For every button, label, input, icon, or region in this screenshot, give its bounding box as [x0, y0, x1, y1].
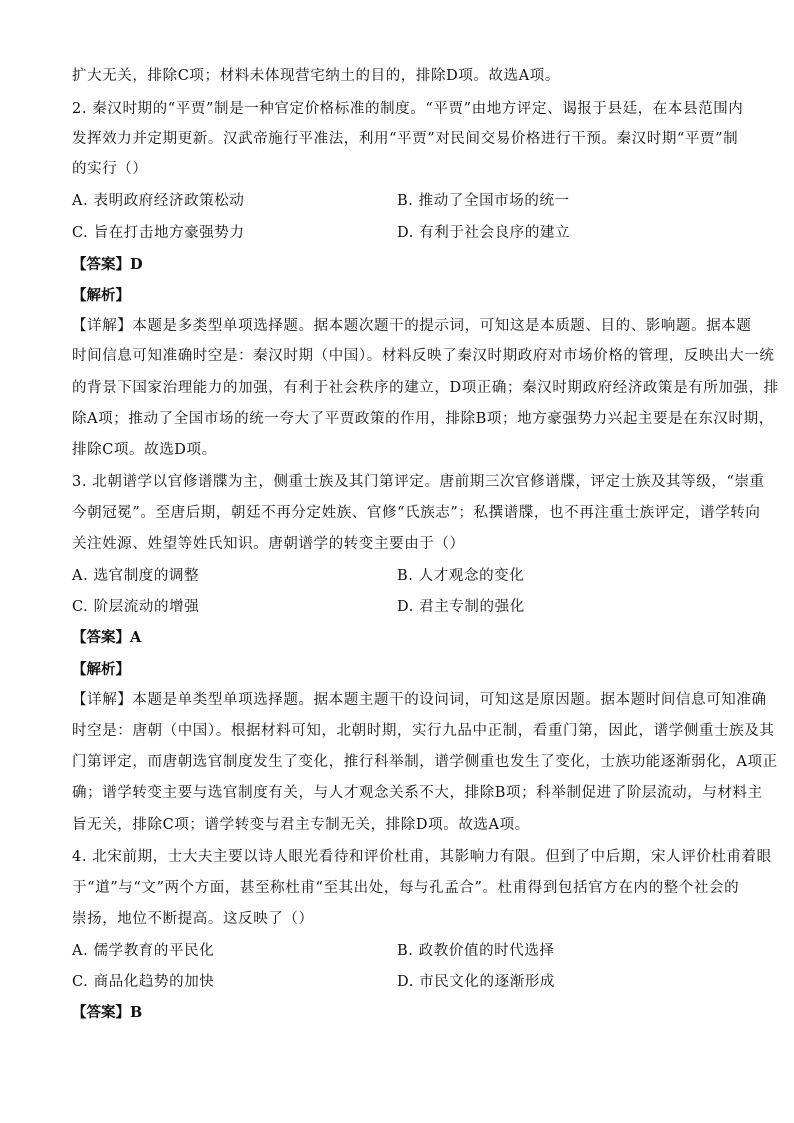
- q3-detail-line-3: 门第评定，而唐朝选官制度发生了变化，推行科举制，谱学侧重也发生了变化，士族功能逐渐弱化，A项正: [72, 754, 778, 770]
- q3-option-b: B. 人才观念的变化: [397, 568, 525, 584]
- q3-stem-line-2: 今朝冠冕”。至唐后期，朝廷不再分定姓族、官修“氏族志”；私撰谱牒，也不再注重士族评定，谱学转向: [72, 505, 761, 521]
- q1-analysis-tail: 扩大无关，排除C项；材料未体现营宅纳土的目的，排除D项。故选A项。: [72, 68, 560, 84]
- q3-detail-line-4: 确；谱学转变主要与选官制度有关，与人才观念关系不大，排除B项；科举制促进了阶层流动，与材料主: [72, 785, 763, 801]
- q3-stem-line-3: 关注姓源、姓望等姓氏知识。唐朝谱学的转变主要由于（）: [72, 536, 465, 552]
- q2-stem-line-2: 发挥效力并定期更新。汉武帝施行平准法，利用“平贾”对民间交易价格进行干预。秦汉时期“平贾”制: [72, 131, 739, 147]
- q2-stem-line-3: 的实行（）: [72, 161, 148, 177]
- q2-option-a: A. 表明政府经济政策松动: [72, 193, 245, 209]
- q2-detail-line-3: 的背景下国家治理能力的加强，有利于社会秩序的建立，D项正确；秦汉时期政府经济政策是有所加强，排: [72, 380, 779, 396]
- q2-option-d: D. 有利于社会良序的建立: [397, 225, 571, 241]
- q3-detail-line-1: 【详解】本题是单类型单项选择题。据本题主题干的设问词，可知这是原因题。据本题时间信息可知准确: [72, 692, 767, 708]
- q3-detail-line-2: 时空是：唐朝（中国）。根据材料可知，北朝时期，实行九品中正制，看重门第，因此，谱学侧重士族及其: [72, 723, 775, 739]
- q4-option-b: B. 政教价值的时代选择: [397, 943, 555, 959]
- q2-detail-line-1: 【详解】本题是多类型单项选择题。据本题次题干的提示词，可知这是本质题、目的、影响题。据本题: [72, 318, 752, 334]
- q4-stem-line-3: 崇扬，地位不断提高。这反映了（）: [72, 911, 314, 927]
- q4-option-c: C. 商品化趋势的加快: [72, 974, 215, 990]
- q2-detail-line-5: 排除C项。故选D项。: [72, 442, 217, 458]
- q3-option-a: A. 选官制度的调整: [72, 568, 200, 584]
- q2-answer: 【答案】D: [72, 256, 143, 273]
- q2-option-c: C. 旨在打击地方豪强势力: [72, 225, 245, 241]
- q2-stem-line-1: 2. 秦汉时期的“平贾”制是一种官定价格标准的制度。“平贾”由地方评定、谒报于县廷，在本县范围内: [72, 101, 744, 117]
- q2-detail-line-4: 除A项；推动了全国市场的统一夸大了平贾政策的作用，排除B项；地方豪强势力兴起主要是在东汉时期，: [72, 411, 774, 427]
- q4-option-a: A. 儒学教育的平民化: [72, 943, 215, 959]
- q3-answer: 【答案】A: [72, 629, 142, 646]
- q4-answer: 【答案】B: [72, 1004, 143, 1021]
- q3-stem-line-1: 3. 北朝谱学以官修谱牒为主，侧重士族及其门第评定。唐前期三次官修谱牒，评定士族及其等级，“崇重: [72, 474, 765, 490]
- q3-analysis-label: 【解析】: [72, 661, 130, 678]
- q2-option-b: B. 推动了全国市场的统一: [397, 193, 570, 209]
- q2-detail-line-2: 时间信息可知准确时空是：秦汉时期（中国）。材料反映了秦汉时期政府对市场价格的管理，反映出大一统: [72, 348, 775, 364]
- q3-detail-line-5: 旨无关，排除C项；谱学转变与君主专制无关，排除D项。故选A项。: [72, 817, 530, 833]
- q4-option-d: D. 市民文化的逐渐形成: [397, 974, 556, 990]
- q3-option-d: D. 君主专制的强化: [397, 599, 525, 615]
- q2-analysis-label: 【解析】: [72, 287, 130, 304]
- q4-stem-line-2: 于“道”与“文”两个方面，甚至称杜甫“至其出处，每与孔孟合”。杜甫得到包括官方在内的整个社会的: [72, 880, 740, 896]
- q4-stem-line-1: 4. 北宋前期，士大夫主要以诗人眼光看待和评价杜甫，其影响力有限。但到了中后期，宋人评价杜甫着眼: [72, 849, 772, 865]
- q3-option-c: C. 阶层流动的增强: [72, 599, 200, 615]
